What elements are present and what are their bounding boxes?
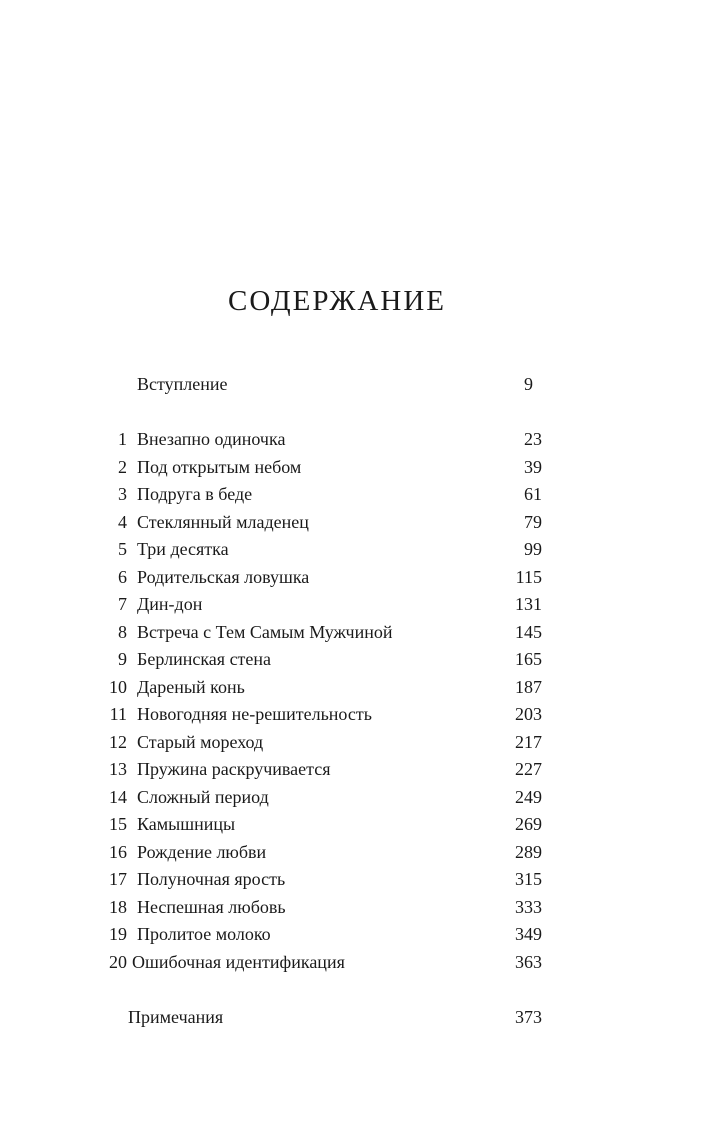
toc-entry-chapter-9 xyxy=(0,646,709,673)
toc-entry-page: 145 xyxy=(515,622,542,642)
toc-entry-page: 217 xyxy=(515,732,542,752)
toc-entry-page: 79 xyxy=(524,512,542,532)
toc-entry-intro xyxy=(0,371,709,398)
toc-entry-page: 99 xyxy=(524,539,542,559)
toc-entry-chapter-19 xyxy=(0,921,709,948)
toc-entry-number: 8 xyxy=(118,622,127,642)
toc-entry-number: 5 xyxy=(118,539,127,559)
toc-entry-page: 61 xyxy=(524,484,542,504)
toc-entry-number: 17 xyxy=(109,869,127,889)
toc-entry-page: 227 xyxy=(515,759,542,779)
toc-entry-number: 18 xyxy=(109,897,127,917)
toc-entry-page: 363 xyxy=(515,952,542,972)
toc-entry-title: Стеклянный младенец xyxy=(137,512,309,532)
toc-entry-title: Внезапно одиночка xyxy=(137,429,286,449)
toc-entry-chapter-16 xyxy=(0,839,709,866)
toc-entry-title: Полуночная ярость xyxy=(137,869,286,889)
toc-entry-chapter-13 xyxy=(0,756,709,783)
toc-entry-chapter-2 xyxy=(0,454,709,481)
toc-entry-page: 165 xyxy=(515,649,542,669)
toc-entry-title: Пролитое молоко xyxy=(137,924,271,944)
toc-entry-title: Три десятка xyxy=(137,539,229,559)
toc-entry-page: 269 xyxy=(515,814,542,834)
toc-entry-page: 39 xyxy=(524,457,542,477)
toc-entry-number: 15 xyxy=(109,814,127,834)
toc-entry-title: Пружина раскручивается xyxy=(137,759,331,779)
toc-entry-number: 6 xyxy=(118,567,127,587)
toc-entry-title: Сложный период xyxy=(137,787,269,807)
toc-entry-title: Ошибочная идентификация xyxy=(132,952,345,972)
toc-entry-number: 2 xyxy=(118,457,127,477)
toc-entry-page: 249 xyxy=(515,787,542,807)
toc-entry-number: 3 xyxy=(118,484,127,504)
toc-entry-page: 315 xyxy=(515,869,542,889)
toc-entry-number: 19 xyxy=(109,924,127,944)
toc-entry-number: 20 xyxy=(109,952,127,972)
toc-entry-page: 187 xyxy=(515,677,542,697)
toc-entry-number: 14 xyxy=(109,787,127,807)
toc-entry-chapter-3 xyxy=(0,481,709,508)
toc-entry-title: Старый мореход xyxy=(137,732,264,752)
toc-entry-chapter-11 xyxy=(0,701,709,728)
toc-entry-number: 12 xyxy=(109,732,127,752)
toc-entry-title: Камышницы xyxy=(137,814,236,834)
toc-entry-chapter-5 xyxy=(0,536,709,563)
toc-entry-chapter-15 xyxy=(0,811,709,838)
toc-entry-title: Родительская ловушка xyxy=(137,567,310,587)
toc-entry-chapter-17 xyxy=(0,866,709,893)
toc-entry-chapter-8 xyxy=(0,619,709,646)
toc-entry-title: Под открытым небом xyxy=(137,457,302,477)
toc-entry-number: 9 xyxy=(118,649,127,669)
toc-entry-number: 13 xyxy=(109,759,127,779)
toc-entry-title: Дареный конь xyxy=(137,677,245,697)
toc-entry-title: Новогодняя не-решительность xyxy=(137,704,372,724)
toc-entry-number: 4 xyxy=(118,512,127,532)
toc-entry-number: 10 xyxy=(109,677,127,697)
toc-entry-title: Встреча с Тем Самым Мужчиной xyxy=(137,622,393,642)
toc-entry-page: 333 xyxy=(515,897,542,917)
toc-entry-chapter-4 xyxy=(0,509,709,536)
toc-entry-chapter-10 xyxy=(0,674,709,701)
toc-entry-chapter-20 xyxy=(0,949,709,976)
toc-entry-title: Вступление xyxy=(137,374,228,394)
toc-entry-title: Рождение любви xyxy=(137,842,267,862)
page-title: СОДЕРЖАНИЕ xyxy=(228,285,446,317)
toc-entry-page: 203 xyxy=(515,704,542,724)
toc-entry-title: Подруга в беде xyxy=(137,484,253,504)
toc-entry-number: 7 xyxy=(118,594,127,614)
toc-entry-title: Дин-дон xyxy=(137,594,203,614)
toc-entry-number: 1 xyxy=(118,429,127,449)
toc-entry-chapter-18 xyxy=(0,894,709,921)
toc-entry-chapter-6 xyxy=(0,564,709,591)
toc-entry-page: 115 xyxy=(515,567,542,587)
toc-entry-title: Примечания xyxy=(128,1007,224,1027)
toc-entry-page: 131 xyxy=(515,594,542,614)
toc-entry-title: Берлинская стена xyxy=(137,649,272,669)
toc-entry-chapter-7 xyxy=(0,591,709,618)
toc-entry-page: 373 xyxy=(515,1007,542,1027)
toc-entry-chapter-12 xyxy=(0,729,709,756)
toc-entry-chapter-14 xyxy=(0,784,709,811)
toc-entry-notes xyxy=(0,1004,709,1031)
toc-entry-page: 349 xyxy=(515,924,542,944)
toc-entry-number: 11 xyxy=(109,704,127,724)
toc-entry-page: 9 xyxy=(524,374,533,394)
toc-entry-chapter-1 xyxy=(0,426,709,453)
toc-entry-page: 23 xyxy=(524,429,542,449)
toc-entry-title: Неспешная любовь xyxy=(137,897,286,917)
toc-entry-number: 16 xyxy=(109,842,127,862)
toc-entry-page: 289 xyxy=(515,842,542,862)
